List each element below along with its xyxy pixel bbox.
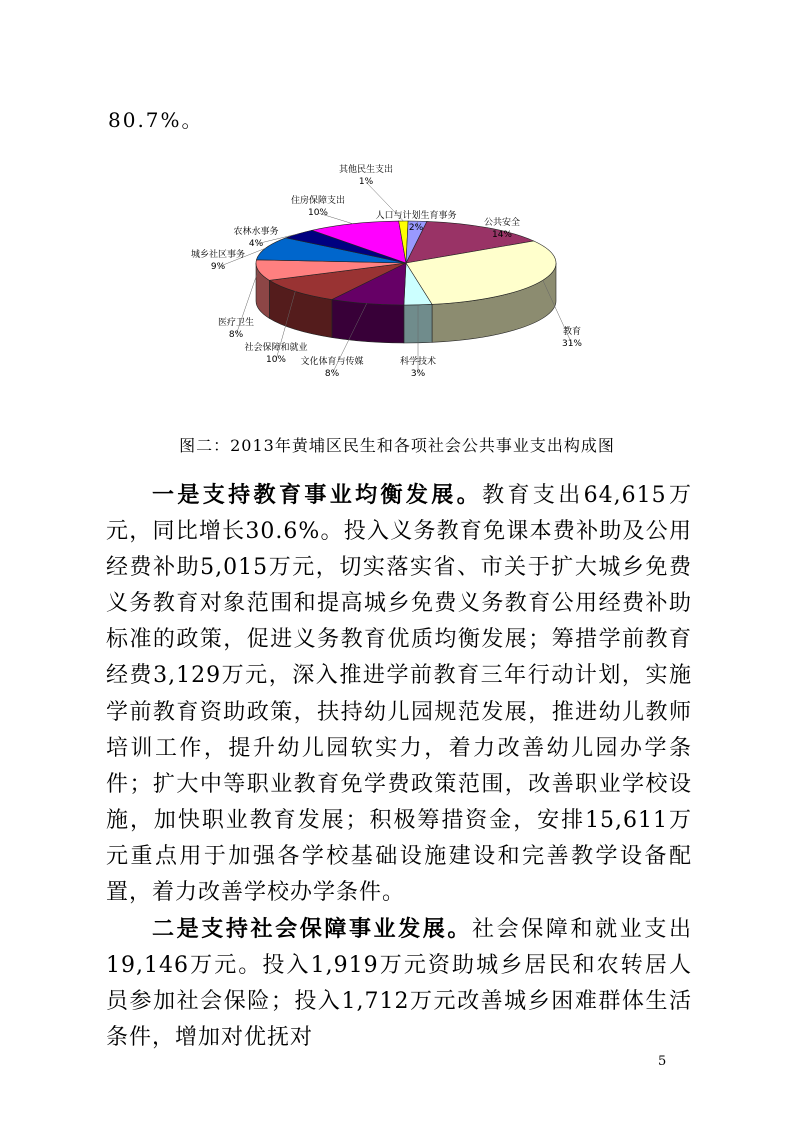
slice-label-1: 公共安全 (483, 218, 521, 228)
continued-text: 80.7%。 (108, 108, 204, 132)
pie-chart (170, 150, 630, 390)
slice-value-4: 8% (324, 369, 340, 379)
slice-label-3: 科学技术 (399, 357, 437, 367)
paragraph-heading: 二是支持社会保障事业发展。 (152, 916, 473, 942)
slice-label-9: 住房保障支出 (290, 196, 346, 206)
slice-label-7: 城乡社区事务 (190, 250, 246, 260)
slice-value-5: 10% (265, 355, 287, 365)
slice-value-6: 8% (228, 330, 244, 340)
paragraph-heading: 一是支持教育事业均衡发展。 (152, 482, 483, 508)
slice-label-11: 人口与计划生育事务 (375, 211, 457, 221)
slice-value-9: 10% (307, 208, 329, 218)
slice-value-2: 31% (561, 339, 583, 349)
slice-label-8: 农林水事务 (233, 227, 279, 237)
slice-label-6: 医疗卫生 (217, 318, 255, 328)
slice-value-8: 4% (248, 239, 264, 249)
paragraph-social-security (106, 911, 692, 1056)
pie-side-4 (332, 300, 404, 343)
slice-label-5: 社会保障和就业 (244, 343, 308, 353)
paragraph-body: 社会保障和就业支出19,146万元。投入1,919万元资助城乡居民和农转居人员参加社会保险；投入1,712万元改善城乡困难群体生活条件，增加对优抚对 (106, 917, 692, 1051)
slice-value-1: 14% (491, 230, 513, 240)
slice-value-3: 3% (410, 369, 426, 379)
slice-value-7: 9% (210, 262, 226, 272)
paragraph-body: 教育支出64,615万元，同比增长30.6%。投入义务教育免课本费补助及公用经费补助5,015万元，切实落实省、市关于扩大城乡免费义务教育对象范围和提高城乡免费义务教育公用经费补助标准的政策，促进义务教育优质均衡发展；筹措学前教育经费3,129万元，深入推进学前教育三年行动计划，实施学前教育资助政策，扶持幼儿园规范发展，推进幼儿教师培训工作，提升幼儿园软实力，着力改善幼儿园办学条件；扩大中等职业教育免学费政策范围，改善职业学校设施，加快职业教育发展；积极筹措资金，安排15,611万元重点用于加强各学校基础设施建设和完善教学设备配置，着力改善学校办学条件。 (106, 483, 692, 906)
page-number: 5 (658, 1054, 667, 1069)
slice-value-11: 2% (408, 223, 424, 233)
paragraph-education (106, 477, 692, 911)
slice-label-4: 文化体育与传媒 (300, 357, 364, 367)
figure-caption: 图二：2013年黄埔区民生和各项社会公共事业支出构成图 (179, 436, 615, 455)
slice-label-10: 其他民生支出 (338, 165, 394, 175)
slice-value-10: 1% (358, 177, 374, 187)
slice-label-2: 教育 (562, 327, 582, 337)
